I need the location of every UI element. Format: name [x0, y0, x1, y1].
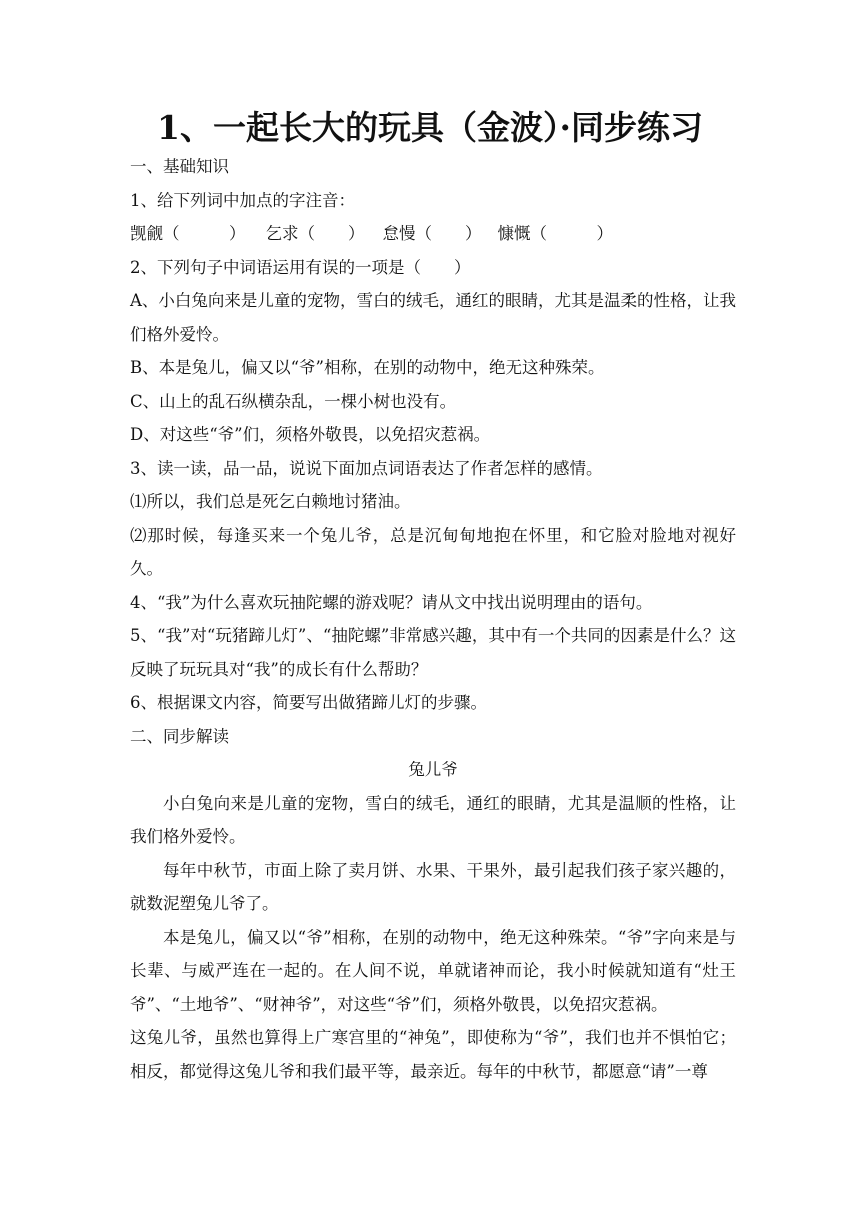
reading-title: 兔儿爷	[408, 760, 458, 779]
section-heading-reading: 二、同步解读	[130, 726, 229, 746]
reading-paragraph-continued: 这兔儿爷，虽然也算得上广寒宫里的“神兔”，即使称为“爷”，我们也并不惧怕它；相反，都觉得这兔儿爷和我们最平等，最亲近。每年的中秋节，都愿意“请”一尊	[130, 1028, 736, 1081]
option-b: B、本是兔儿，偏又以“爷”相称，在别的动物中，绝无这种殊荣。	[130, 358, 605, 377]
option-c: C、山上的乱石纵横杂乱，一棵小树也没有。	[130, 391, 457, 411]
pinyin-items	[130, 217, 736, 251]
question-2: 2、下列句子中词语运用有误的一项是（ ）	[130, 257, 471, 277]
pinyin-item: 怠慢（ ）	[382, 224, 482, 243]
worksheet-body	[130, 150, 736, 1088]
question-5: 5、“我”对“玩猪蹄儿灯”、“抽陀螺”非常感兴趣，其中有一个共同的因素是什么？这反映了玩玩具对“我”的成长有什么帮助？	[130, 626, 736, 679]
page-title: 1、一起长大的玩具（金波）·同步练习	[157, 108, 703, 147]
pinyin-item: 乞求（ ）	[265, 224, 365, 243]
question-3-item: ⑵那时候，每逢买来一个兔儿爷，总是沉甸甸地抱在怀里，和它脸对脸地对视好久。	[130, 525, 736, 578]
question-3: 3、读一读，品一品，说说下面加点词语表达了作者怎样的感情。	[130, 458, 603, 478]
option-a: A、小白兔向来是儿童的宠物，雪白的绒毛，通红的眼睛，尤其是温柔的性格，让我们格外爱怜。	[130, 291, 736, 344]
reading-paragraph: 每年中秋节，市面上除了卖月饼、水果、干果外，最引起我们孩子家兴趣的，就数泥塑兔儿爷了。	[130, 860, 736, 913]
question-3-item: ⑴所以，我们总是死乞白赖地讨猪油。	[130, 492, 411, 511]
question-6: 6、根据课文内容，简要写出做猪蹄儿灯的步骤。	[130, 693, 487, 712]
reading-paragraph: 本是兔儿，偏又以“爷”相称，在别的动物中，绝无这种殊荣。“爷”字向来是与长辈、与威严连在一起的。在人间不说，单就诸神而论，我小时候就知道有“灶王爷”、“土地爷”、“财神爷”，对这些“爷”们，须格外敬畏，以免招灾惹祸。	[130, 927, 736, 1014]
pinyin-item: 觊觎（ ）	[130, 224, 246, 243]
option-d: D、对这些“爷”们，须格外敬畏，以免招灾惹祸。	[130, 425, 491, 444]
reading-paragraph: 小白兔向来是儿童的宠物，雪白的绒毛，通红的眼睛，尤其是温顺的性格，让我们格外爱怜。	[130, 793, 736, 846]
section-heading-basics: 一、基础知识	[130, 157, 229, 176]
question-1: 1、给下列词中加点的字注音：	[130, 190, 355, 210]
pinyin-item: 慷慨（ ）	[497, 224, 613, 243]
question-4: 4、“我”为什么喜欢玩抽陀螺的游戏呢？请从文中找出说明理由的语句。	[130, 592, 653, 612]
